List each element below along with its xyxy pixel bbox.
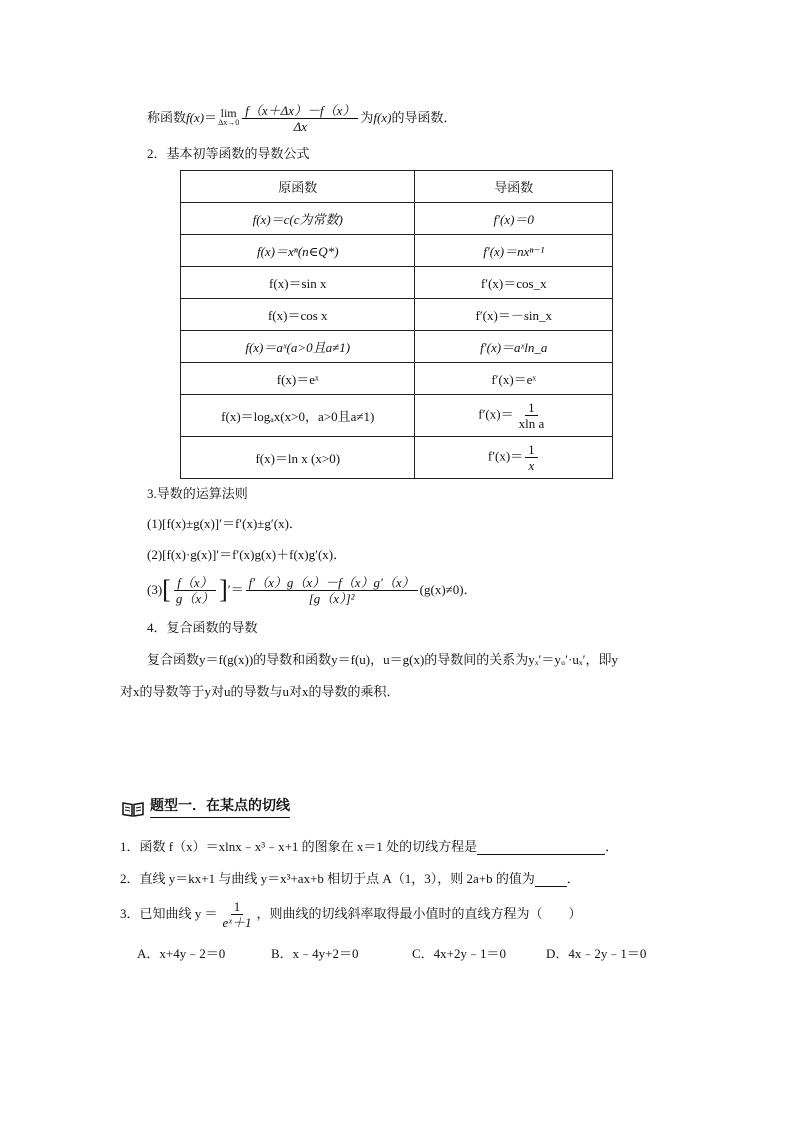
q3-numerator: 1 (231, 899, 244, 915)
table-row (181, 267, 613, 299)
derivative-cell (415, 395, 613, 437)
question-3 (120, 896, 581, 932)
intro-suffix-fx: f(x) (373, 110, 392, 125)
derivative-formula-table (180, 170, 613, 479)
open-book-icon (122, 801, 144, 817)
composite-rule-line-2: 对x的导数等于y对u的导数与u对x的导数的乘积． (120, 684, 400, 699)
header-derivative-function: 导函数 (415, 171, 613, 203)
answer-blank[interactable] (535, 872, 567, 887)
rule-quotient (147, 571, 477, 609)
fraction-numerator: 1 (525, 400, 538, 416)
limit-operator (218, 108, 239, 128)
option-b[interactable]: B．x﹣4y+2＝0 (271, 946, 359, 961)
answer-blank[interactable] (477, 840, 605, 855)
derivative-prefix: f′(x)＝ (487, 448, 524, 464)
original-cell: f(x)＝aˣ(a>0且a≠1) (181, 331, 415, 363)
table-row (181, 235, 613, 267)
question-2-end: ． (566, 871, 580, 886)
inner-denominator: g（x） (175, 590, 215, 606)
header-original-function: 原函数 (181, 171, 415, 203)
table-row (181, 363, 613, 395)
table-row (181, 395, 613, 437)
quotient-rule-fraction (246, 575, 418, 606)
derivative-cell (415, 437, 613, 479)
table-row (181, 437, 613, 479)
derivative-fraction (525, 442, 538, 473)
rule3-condition: (g(x)≠0)． (419, 582, 477, 597)
original-cell: f(x)＝logₐx(x>0，a>0且a≠1) (181, 395, 415, 437)
derivative-cell: f′(x)＝0 (415, 203, 613, 235)
question-3-fraction (220, 899, 255, 930)
question-1-text: 1．函数 f（x）＝xlnx﹣x³﹣x+1 的图象在 x＝1 处的切线方程是 (120, 839, 478, 854)
option-d[interactable]: D．4x﹣2y﹣1＝0 (546, 946, 647, 961)
original-cell: f(x)＝xⁿ(n∈Q*) (181, 235, 415, 267)
rule3-prime: ′＝ (227, 582, 244, 597)
quotient-denominator: Δx (293, 118, 308, 134)
original-cell: f(x)＝sin x (181, 267, 415, 299)
intro-suffix-pre: 为 (360, 110, 374, 125)
derivative-cell: f′(x)＝aˣln_a (415, 331, 613, 363)
rule-product: (2)[f(x)·g(x)]′＝f′(x)g(x)＋f(x)g′(x)． (147, 547, 347, 562)
derivative-definition (147, 103, 456, 133)
intro-suffix: 的导函数． (391, 110, 457, 125)
section-4-title: 4．复合函数的导数 (147, 620, 258, 635)
question-3-prefix: 3．已知曲线 y ＝ (120, 906, 218, 921)
derivative-cell: f′(x)＝cos_x (415, 267, 613, 299)
option-c[interactable]: C．4x+2y﹣1＝0 (412, 946, 507, 961)
question-1 (120, 839, 618, 855)
question-2-text: 2．直线 y＝kx+1 与曲线 y＝x³+ax+b 相切于点 A（1，3），则 2a+b 的值为 (120, 871, 535, 886)
intro-eq: ＝ (204, 110, 218, 125)
inner-fraction (173, 575, 217, 606)
inner-numerator: f（x） (174, 575, 215, 591)
section-2-title: 2．基本初等函数的导数公式 (147, 146, 310, 161)
derivative-cell: f′(x)＝－sin_x (415, 299, 613, 331)
derivative-fraction (516, 400, 548, 431)
option-a[interactable]: A．x+4y﹣2＝0 (137, 946, 226, 961)
rule-sum: (1)[f(x)±g(x)]′＝f′(x)±g′(x)． (147, 516, 302, 531)
intro-fx: f(x) (186, 110, 205, 125)
right-bracket: ] (219, 575, 228, 604)
lim-subscript: Δx→0 (218, 118, 240, 127)
difference-quotient (242, 103, 358, 134)
table-row (181, 299, 613, 331)
composite-rule-line-1: 复合函数y＝f(g(x))的导数和函数y＝f(u)，u＝g(x)的导数间的关系为yₓ′＝yᵤ′·uₓ′，即y (147, 652, 618, 667)
derivative-prefix: f′(x)＝ (478, 406, 514, 422)
derivative-cell: f′(x)＝eˣ (415, 363, 613, 395)
fraction-denominator: x (528, 458, 535, 473)
table-row (181, 203, 613, 235)
fraction-numerator: 1 (525, 442, 538, 458)
table-row (181, 331, 613, 363)
original-cell: f(x)＝cos x (181, 299, 415, 331)
section-3-title: 3.导数的运算法则 (147, 486, 248, 501)
question-3-suffix: ，则曲线的切线斜率取得最小值时的直线方程为（ ） (256, 906, 582, 921)
question-type-heading (122, 799, 290, 818)
original-cell: f(x)＝c(c为常数) (181, 203, 415, 235)
left-bracket: [ (162, 575, 171, 604)
lim-text: lim (220, 106, 237, 120)
quotient-rule-numerator: f′（x）g（x）－f（x）g′（x） (246, 575, 418, 591)
question-1-end: ． (605, 839, 619, 854)
original-cell: f(x)＝ln x (x>0) (181, 437, 415, 479)
q3-denominator: eˣ＋1 (222, 914, 252, 930)
original-cell: f(x)＝eˣ (181, 363, 415, 395)
quotient-numerator: f（x＋Δx）－f（x） (242, 103, 358, 119)
quotient-rule-denominator: [g（x）]² (308, 590, 355, 606)
question-2 (120, 871, 580, 887)
fraction-denominator: xln a (518, 416, 545, 431)
intro-prefix: 称函数 (147, 110, 187, 125)
rule3-label: (3) (147, 582, 163, 597)
derivative-cell: f′(x)＝nxⁿ⁻¹ (415, 235, 613, 267)
table-header-row (181, 171, 613, 203)
heading-title: 题型一．在某点的切线 (150, 799, 290, 818)
